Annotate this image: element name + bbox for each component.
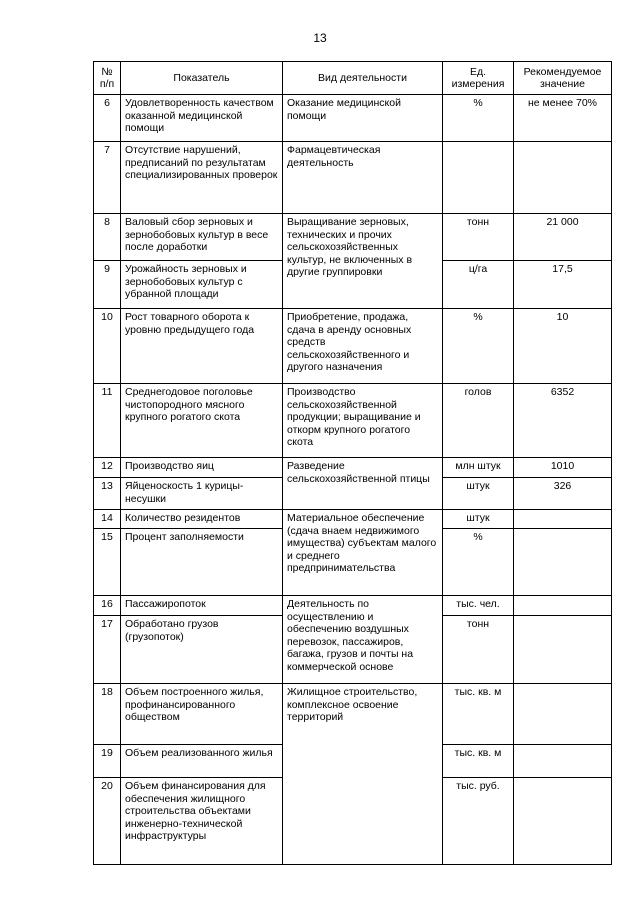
row-number: 15 — [94, 529, 121, 596]
indicator-cell: Обработано грузов (грузопоток) — [121, 616, 283, 684]
unit-cell: млн штук — [443, 458, 514, 478]
unit-cell: % — [443, 529, 514, 596]
row-number: 6 — [94, 95, 121, 142]
indicator-cell: Яйценоскость 1 курицы-несушки — [121, 478, 283, 510]
indicator-cell: Валовый сбор зерновых и зернобобовых культур в весе после доработки — [121, 214, 283, 261]
recommended-cell: 10 — [514, 309, 612, 384]
row-number: 19 — [94, 745, 121, 778]
activity-cell: Выращивание зерновых, технических и прочих сельскохозяйственных культур, не включенных в другие группировки — [283, 214, 443, 309]
recommended-cell — [514, 510, 612, 529]
unit-cell: голов — [443, 384, 514, 458]
header-indicator: Показатель — [121, 62, 283, 95]
row-number: 17 — [94, 616, 121, 684]
recommended-cell — [514, 142, 612, 214]
activity-cell: Фармацевтическая деятельность — [283, 142, 443, 214]
activity-cell: Деятельность по осуществлению и обеспечению воздушных перевозок, пассажиров, багажа, грузов и почты на коммерческой основе — [283, 596, 443, 684]
unit-cell: тонн — [443, 214, 514, 261]
recommended-cell — [514, 616, 612, 684]
table-row — [94, 95, 612, 142]
recommended-cell — [514, 778, 612, 865]
table-row — [94, 384, 612, 458]
unit-cell: тыс. кв. м — [443, 684, 514, 745]
table-row — [94, 142, 612, 214]
table-header-row — [94, 62, 612, 95]
indicator-cell: Объем реализованного жилья — [121, 745, 283, 778]
indicator-cell: Объем финансирования для обеспечения жилищного строительства объектами инженерно-технической инфраструктуры — [121, 778, 283, 865]
recommended-cell: 21 000 — [514, 214, 612, 261]
activity-cell: Приобретение, продажа, сдача в аренду основных средств сельскохозяйственного и другого назначения — [283, 309, 443, 384]
recommended-cell: 17,5 — [514, 261, 612, 309]
table-row — [94, 458, 612, 478]
unit-cell: тыс. кв. м — [443, 745, 514, 778]
unit-cell: тыс. руб. — [443, 778, 514, 865]
header-recommended: Рекомендуемое значение — [514, 62, 612, 95]
indicator-cell: Количество резидентов — [121, 510, 283, 529]
indicator-cell: Удовлетворенность качеством оказанной медицинской помощи — [121, 95, 283, 142]
row-number: 13 — [94, 478, 121, 510]
page-number: 13 — [313, 31, 327, 45]
recommended-cell: 6352 — [514, 384, 612, 458]
table-row — [94, 684, 612, 745]
row-number: 11 — [94, 384, 121, 458]
activity-cell: Материальное обеспечение (сдача внаем недвижимого имущества) субъектам малого и среднего предпринимательства — [283, 510, 443, 596]
activity-cell: Оказание медицинской помощи — [283, 95, 443, 142]
recommended-cell: 326 — [514, 478, 612, 510]
indicators-table — [93, 61, 612, 865]
unit-cell: ц/га — [443, 261, 514, 309]
row-number: 20 — [94, 778, 121, 865]
row-number: 7 — [94, 142, 121, 214]
row-number: 14 — [94, 510, 121, 529]
unit-cell: штук — [443, 478, 514, 510]
recommended-cell: не менее 70% — [514, 95, 612, 142]
unit-cell — [443, 142, 514, 214]
recommended-cell — [514, 745, 612, 778]
unit-cell: тонн — [443, 616, 514, 684]
indicator-cell: Рост товарного оборота к уровню предыдущего года — [121, 309, 283, 384]
row-number: 12 — [94, 458, 121, 478]
table-row — [94, 510, 612, 529]
unit-cell: тыс. чел. — [443, 596, 514, 616]
row-number: 9 — [94, 261, 121, 309]
activity-cell: Разведение сельскохозяйственной птицы — [283, 458, 443, 510]
indicator-cell: Процент заполняемости — [121, 529, 283, 596]
indicator-cell: Пассажиропоток — [121, 596, 283, 616]
table-row — [94, 214, 612, 261]
unit-cell: штук — [443, 510, 514, 529]
indicator-cell: Производство яиц — [121, 458, 283, 478]
table-row — [94, 309, 612, 384]
recommended-cell — [514, 596, 612, 616]
indicator-cell: Урожайность зерновых и зернобобовых культур с убранной площади — [121, 261, 283, 309]
table-row — [94, 596, 612, 616]
row-number: 8 — [94, 214, 121, 261]
header-activity: Вид деятельности — [283, 62, 443, 95]
indicator-cell: Среднегодовое поголовье чистопородного мясного крупного рогатого скота — [121, 384, 283, 458]
unit-cell: % — [443, 309, 514, 384]
activity-cell: Производство сельскохозяйственной продукции; выращивание и откорм крупного рогатого скота — [283, 384, 443, 458]
row-number: 10 — [94, 309, 121, 384]
recommended-cell — [514, 529, 612, 596]
row-number: 18 — [94, 684, 121, 745]
recommended-cell — [514, 684, 612, 745]
recommended-cell: 1010 — [514, 458, 612, 478]
indicator-cell: Объем построенного жилья, профинансированного обществом — [121, 684, 283, 745]
row-number: 16 — [94, 596, 121, 616]
activity-cell: Жилищное строительство, комплексное освоение территорий — [283, 684, 443, 865]
header-unit: Ед. измерения — [443, 62, 514, 95]
header-num: № п/п — [94, 62, 121, 95]
unit-cell: % — [443, 95, 514, 142]
indicator-cell: Отсутствие нарушений, предписаний по результатам специализированных проверок — [121, 142, 283, 214]
